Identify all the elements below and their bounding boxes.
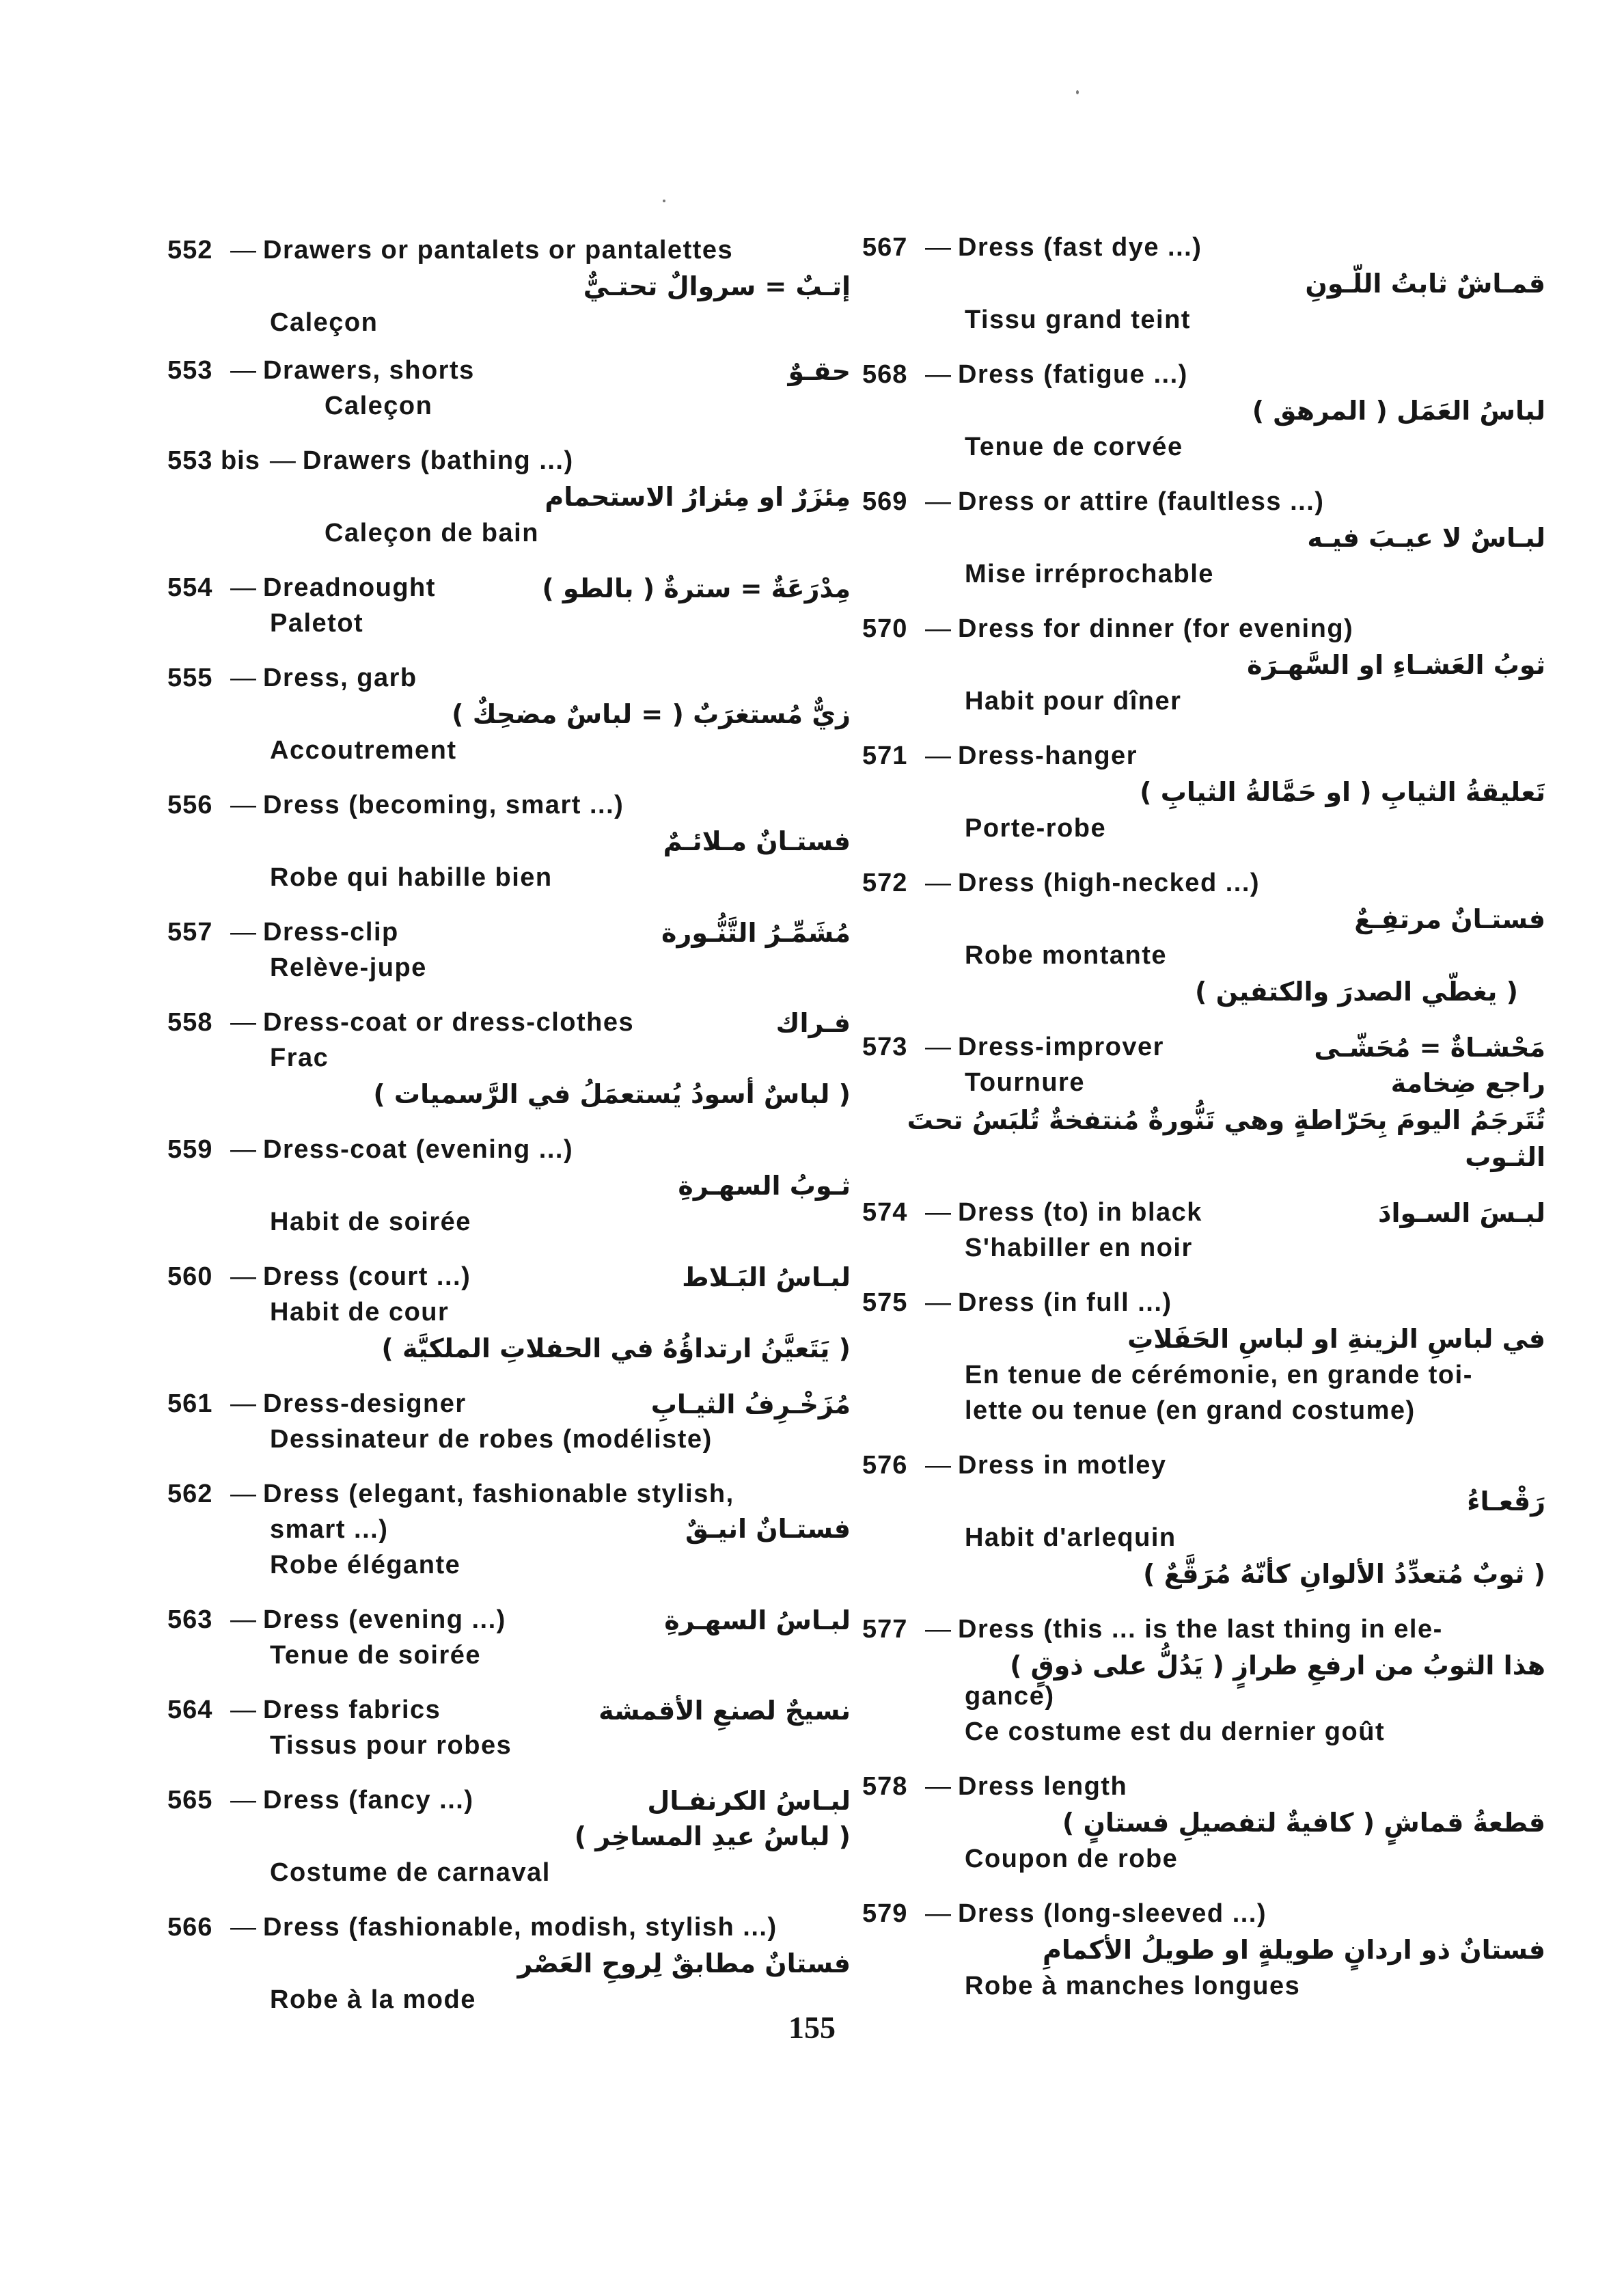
entry-head	[167, 232, 851, 268]
arabic-translation: فستـانٌ مرتفِـعٌ	[1354, 904, 1545, 934]
entry-number: 562	[167, 1480, 213, 1508]
english-term: Dress fabrics	[263, 1696, 441, 1724]
arabic-translation: حقـوٌ	[788, 356, 851, 386]
english-term: Dress (fast dye ...)	[958, 233, 1202, 262]
entry-dash: —	[230, 1262, 256, 1291]
french-translation-continued: lette ou tenue (en grand costume)	[965, 1396, 1416, 1425]
entry-head	[167, 1132, 851, 1167]
french-translation: Paletot	[270, 609, 364, 638]
english-term: Dress-clip	[263, 918, 399, 947]
entry-dash: —	[230, 791, 256, 819]
entry-head	[167, 443, 851, 478]
french-translation: Robe à manches longues	[965, 1972, 1301, 2000]
english-term: Drawers or pantalets or pantalettes	[263, 236, 734, 264]
arabic-translation: مِدْرَعَةٌ = سترةٌ ( بالطو )	[542, 573, 851, 603]
scan-speck	[663, 200, 665, 202]
french-translation: Caleçon	[270, 308, 379, 337]
dictionary-entry	[862, 1029, 1545, 1175]
entry-dash: —	[925, 1451, 951, 1480]
dictionary-entry	[862, 1447, 1545, 1592]
entry-number: 569	[862, 487, 908, 516]
arabic-translation: قمـاشٌ ثابتُ اللّـونِ	[1305, 269, 1545, 299]
entry-number: 553	[167, 356, 213, 385]
arabic-translation: مِئزَرٌ او مِئزارُ الاستحمام	[545, 482, 851, 512]
french-translation: Accoutrement	[270, 736, 457, 765]
english-term: Dress-improver	[958, 1033, 1164, 1061]
english-term: Dress (high-necked ...)	[958, 869, 1261, 897]
entry-number: 563	[167, 1605, 213, 1634]
english-term-continued: smart ...)	[270, 1515, 389, 1544]
arabic-translation: ثوبُ العَشـاءِ او السَّهـرَة	[1247, 650, 1545, 680]
entry-dash: —	[925, 1615, 951, 1644]
entry-head	[167, 787, 851, 823]
entry-number: 574	[862, 1198, 908, 1227]
entry-number: 577	[862, 1615, 908, 1644]
entry-head	[862, 1612, 1545, 1647]
entry-head	[167, 1005, 851, 1040]
english-term: Dress (in full ...)	[958, 1288, 1172, 1317]
entry-dash: —	[925, 1288, 951, 1317]
arabic-note: ( يغطّي الصدرَ والكتفين )	[1195, 977, 1518, 1007]
scan-speck	[1076, 90, 1079, 94]
entry-number: 570	[862, 614, 908, 643]
dictionary-entry	[167, 1909, 851, 2017]
arabic-translation: فـراك	[775, 1008, 851, 1038]
arabic-translation: في لباسِ الزينةِ او لباسِ الحَفَلاتِ	[1127, 1324, 1545, 1354]
entry-number: 573	[862, 1033, 908, 1061]
entry-dash: —	[230, 664, 256, 692]
arabic-note: ( لباسٌ أسودُ يُستعمَلُ في الرَّسميات )	[373, 1079, 851, 1109]
english-term: Dress-coat or dress-clothes	[263, 1008, 635, 1037]
entry-dash: —	[925, 360, 951, 389]
entry-dash: —	[925, 742, 951, 770]
entry-dash: —	[925, 1033, 951, 1061]
french-translation: Costume de carnaval	[270, 1858, 551, 1887]
dictionary-entry	[862, 1285, 1545, 1428]
dictionary-entry	[167, 787, 851, 895]
entry-number: 576	[862, 1451, 908, 1480]
french-translation: Robe élégante	[270, 1551, 461, 1579]
dictionary-entry	[167, 570, 851, 641]
english-term-continued: gance)	[965, 1682, 1055, 1711]
dictionary-entry	[167, 232, 851, 340]
entry-head	[167, 353, 851, 388]
entry-number: 552	[167, 236, 213, 264]
french-translation: Robe à la mode	[270, 1985, 476, 2014]
dictionary-entry	[167, 1005, 851, 1113]
french-translation: Habit pour dîner	[965, 687, 1182, 716]
french-translation: Robe montante	[965, 941, 1168, 970]
entry-number: 556	[167, 791, 213, 819]
dictionary-entry	[167, 1132, 851, 1240]
arabic-cross-reference: راجع ضِخامة	[1390, 1068, 1545, 1098]
english-term: Dress (fatigue ...)	[958, 360, 1188, 389]
arabic-translation: فستـانٌ مـلائـمٌ	[663, 826, 851, 856]
arabic-translation: فستـانٌ انيـقٌ	[685, 1514, 851, 1544]
entry-dash: —	[230, 1389, 256, 1418]
dictionary-entry	[862, 484, 1545, 592]
arabic-translation: لبـاسٌ لا عيـبَ فيـه	[1307, 523, 1545, 553]
arabic-translation: مُزَخْـرِفُ الثيـابِ	[650, 1389, 851, 1419]
dictionary-entry	[167, 1692, 851, 1763]
entry-number: 557	[167, 918, 213, 947]
right-column	[862, 230, 1545, 2023]
english-term: Dress length	[958, 1772, 1128, 1801]
french-translation: Tournure	[965, 1068, 1085, 1097]
entry-dash: —	[230, 1696, 256, 1724]
entry-dash: —	[230, 1913, 256, 1942]
entry-dash: —	[269, 446, 296, 475]
french-translation: Caleçon	[325, 392, 433, 420]
entry-number: 568	[862, 360, 908, 389]
entry-number: 564	[167, 1696, 213, 1724]
arabic-translation: ثـوبُ السهـرةِ	[678, 1171, 851, 1201]
french-translation: Caleçon de bain	[325, 519, 539, 547]
dictionary-entry	[862, 738, 1545, 846]
arabic-translation: لبـاسُ البَـلاط	[682, 1262, 851, 1292]
entry-number: 566	[167, 1913, 213, 1942]
entry-number: 572	[862, 869, 908, 897]
arabic-translation: قطعةُ قماشٍ ( كافيةٌ لتفصيلِ فستانٍ )	[1062, 1808, 1545, 1838]
english-term: Dress in motley	[958, 1451, 1167, 1480]
english-term: Dress-hanger	[958, 742, 1138, 770]
english-term: Dress-coat (evening ...)	[263, 1135, 574, 1164]
english-term: Drawers (bathing ...)	[302, 446, 574, 475]
dictionary-entry	[862, 1896, 1545, 2004]
english-term: Dress (this ... is the last thing in ele-	[958, 1615, 1443, 1644]
entry-head	[167, 1909, 851, 1945]
entry-number: 565	[167, 1786, 213, 1814]
english-term: Dress, garb	[263, 664, 417, 692]
entry-dash: —	[230, 1605, 256, 1634]
english-term: Dress (court ...)	[263, 1262, 471, 1291]
entry-head	[862, 230, 1545, 265]
dictionary-entry	[167, 1386, 851, 1457]
entry-number: 567	[862, 233, 908, 262]
arabic-translation: رَقْعـاءُ	[1467, 1486, 1545, 1517]
dictionary-entry	[862, 1769, 1545, 1877]
entry-head	[862, 865, 1545, 901]
entry-dash: —	[230, 1786, 256, 1814]
entry-number: 578	[862, 1772, 908, 1801]
entry-head	[862, 484, 1545, 519]
entry-dash: —	[925, 1899, 951, 1928]
dictionary-entry	[862, 1195, 1545, 1266]
dictionary-entry	[167, 1782, 851, 1890]
entry-dash: —	[230, 573, 256, 602]
dictionary-entry	[167, 443, 851, 551]
french-translation: Mise irréprochable	[965, 560, 1214, 588]
entry-dash: —	[230, 1480, 256, 1508]
french-translation: En tenue de cérémonie, en grande toi-	[965, 1361, 1473, 1389]
entry-number: 559	[167, 1135, 213, 1164]
entry-head	[167, 1476, 851, 1512]
entry-number: 558	[167, 1008, 213, 1037]
french-translation: Porte-robe	[965, 814, 1107, 843]
entry-head	[862, 1769, 1545, 1804]
english-term: Dress (becoming, smart ...)	[263, 791, 624, 819]
french-translation: S'habiller en noir	[965, 1234, 1193, 1262]
french-translation: Tenue de corvée	[965, 433, 1183, 461]
french-translation: Habit d'arlequin	[965, 1523, 1176, 1552]
english-term: Dress (to) in black	[958, 1198, 1202, 1227]
french-translation: Habit de cour	[270, 1298, 450, 1327]
french-translation: Relève-jupe	[270, 953, 427, 982]
entry-dash: —	[230, 1135, 256, 1164]
entry-head	[862, 611, 1545, 647]
entry-number: 555	[167, 664, 213, 692]
french-translation: Dessinateur de robes (modéliste)	[270, 1425, 713, 1454]
entry-dash: —	[925, 1772, 951, 1801]
entry-dash: —	[230, 918, 256, 947]
arabic-translation: تَعليقةُ الثيابِ ( او حَمَّالةُ الثيابِ )	[1140, 777, 1545, 807]
arabic-note: ( لباسُ عيدِ المساخِر )	[574, 1821, 851, 1851]
entry-dash: —	[230, 1008, 256, 1037]
entry-head	[167, 660, 851, 696]
entry-number: 579	[862, 1899, 908, 1928]
arabic-translation: إتـبٌ = سروالٌ تحتـيٌّ	[583, 271, 851, 301]
dictionary-entry	[862, 1612, 1545, 1750]
entry-dash: —	[230, 236, 256, 264]
arabic-translation: لبـاسُ السهـرةِ	[664, 1605, 851, 1635]
french-translation: Robe qui habille bien	[270, 863, 553, 892]
entry-dash: —	[925, 614, 951, 643]
entry-number: 571	[862, 742, 908, 770]
entry-head	[862, 1285, 1545, 1320]
arabic-translation: فستانٌ ذو اردانٍ طويلةٍ او طويلُ الأكمامِ	[1042, 1935, 1545, 1965]
english-term: Dress (elegant, fashionable stylish,	[263, 1480, 734, 1508]
dictionary-entry	[167, 1476, 851, 1583]
dictionary-entry	[167, 660, 851, 768]
french-translation: Tenue de soirée	[270, 1641, 482, 1670]
english-term: Dreadnought	[263, 573, 436, 602]
arabic-translation: لبـاسُ الكرنفـال	[647, 1786, 851, 1816]
arabic-translation: مُشَمِّـرُ التَّنُّـورة	[661, 918, 851, 948]
entry-number: 553 bis	[167, 446, 260, 475]
entry-dash: —	[925, 869, 951, 897]
entry-dash: —	[230, 356, 256, 385]
french-translation: Ce costume est du dernier goût	[965, 1717, 1386, 1746]
english-term: Dress (evening ...)	[263, 1605, 506, 1634]
dictionary-entry	[862, 865, 1545, 1010]
entry-head	[862, 1896, 1545, 1931]
arabic-note: ( ثوبٌ مُتعدِّدُ الألوانِ كأنّهُ مُرَقَّعٌ )	[1143, 1559, 1545, 1589]
arabic-translation: لبـسَ السـوادَ	[1377, 1198, 1545, 1228]
arabic-translation: زيٌّ مُستغرَبٌ ( = لباسٌ مضحِكٌ )	[452, 699, 851, 729]
entry-dash: —	[925, 1198, 951, 1227]
dictionary-entry	[862, 230, 1545, 338]
entry-dash: —	[925, 487, 951, 516]
dictionary-entry	[862, 357, 1545, 465]
left-column	[167, 232, 851, 2037]
dictionary-entry	[167, 1602, 851, 1673]
arabic-translation: نسيجٌ لصنعِ الأقمشة	[598, 1696, 851, 1726]
entry-number: 561	[167, 1389, 213, 1418]
entry-head	[862, 1447, 1545, 1483]
english-term: Dress for dinner (for evening)	[958, 614, 1354, 643]
entry-number: 575	[862, 1288, 908, 1317]
entry-head	[862, 738, 1545, 774]
arabic-note: ( يَتَعيَّنُ ارتداؤُهُ في الحفلاتِ الملكيَّة )	[381, 1333, 851, 1363]
english-term: Dress or attire (faultless ...)	[958, 487, 1325, 516]
french-translation: Frac	[270, 1044, 329, 1072]
arabic-note: تُتَرجَمُ اليومَ بِحَرّاطةٍ وهي تَنُّورةٌ مُنتفخةٌ تُلبَسُ تحتَ الثـوب	[907, 1105, 1545, 1172]
entry-number: 560	[167, 1262, 213, 1291]
arabic-translation: فستانٌ مطابقٌ لِروحِ العَصْر	[517, 1948, 851, 1979]
english-term: Dress (long-sleeved ...)	[958, 1899, 1267, 1928]
english-term: Dress (fancy ...)	[263, 1786, 474, 1814]
dictionary-entry	[862, 611, 1545, 719]
dictionary-entry	[167, 1259, 851, 1367]
english-term: Dress-designer	[263, 1389, 467, 1418]
arabic-translation: لباسُ العَمَل ( المرهق )	[1252, 396, 1545, 426]
french-translation: Tissu grand teint	[965, 305, 1191, 334]
dictionary-entry	[167, 914, 851, 985]
english-term: Drawers, shorts	[263, 356, 475, 385]
entry-number: 554	[167, 573, 213, 602]
arabic-translation: مَحْشـاةٌ = مُحَشّـى	[1314, 1033, 1545, 1063]
french-translation: Habit de soirée	[270, 1208, 471, 1236]
entry-dash: —	[925, 233, 951, 262]
entry-head	[862, 357, 1545, 392]
page-number: 155	[788, 2010, 836, 2045]
dictionary-entry	[167, 353, 851, 424]
french-translation: Coupon de robe	[965, 1845, 1179, 1873]
french-translation: Tissus pour robes	[270, 1731, 512, 1760]
arabic-translation: هذا الثوبُ من ارفعِ طرازٍ ( يَدُلُّ على ذوقٍ )	[1010, 1650, 1545, 1681]
english-term: Dress (fashionable, modish, stylish ...)	[263, 1913, 777, 1942]
